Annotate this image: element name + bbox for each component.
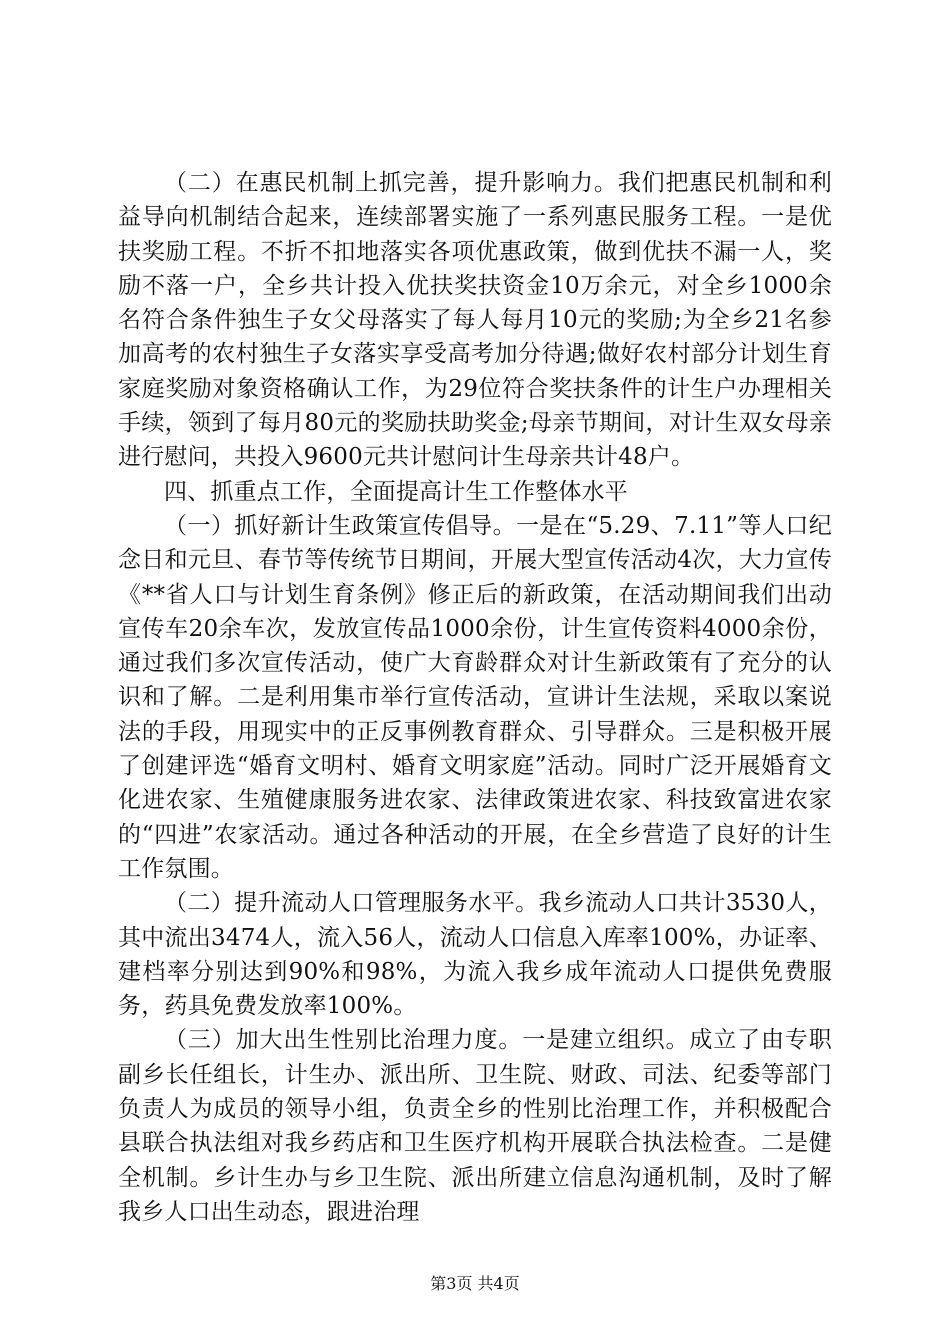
paragraph-policy-publicity: （一）抓好新计生政策宣传倡导。一是在“5.29、7.11”等人口纪念日和元旦、春节等传统节日期间，开展大型宣传活动4次，大力宣传《**省人口与计划生育条例》修正后的新政策，在活动期间我们出动宣传车20余车次，发放宣传品1000余份，计生宣传资料4000余份，通过我们多次宣传活动，使广大育龄群众对计生新政策有了充分的认识和了解。二是利用集市举行宣传活动，宣讲计生法规，采取以案说法的手段，用现实中的正反事例教育群众、引导群众。三是积极开展了创建评选“婚育文明村、婚育文明家庭”活动。同时广泛开展婚育文化进农家、生殖健康服务进农家、法律政策进农家、科技致富进农家的“四进”农家活动。通过各种活动的开展，在全乡营造了良好的计生工作氛围。	[118, 512, 832, 882]
page-number-footer: 第3页 共4页	[430, 1274, 520, 1293]
paragraph-huimin-mechanism: （二）在惠民机制上抓完善，提升影响力。我们把惠民机制和利益导向机制结合起来，连续部署实施了一系列惠民服务工程。一是优扶奖励工程。不折不扣地落实各项优惠政策，做到优扶不漏一人，奖励不落一户，全乡共计投入优扶奖扶资金10万余元，对全乡1000余名符合条件独生子女父母落实了每人每月10元的奖励;为全乡21名参加高考的农村独生子女落实享受高考加分待遇;做好农村部分计划生育家庭奖励对象资格确认工作，为29位符合奖扶条件的计生户办理相关手续，领到了每月80元的奖励扶助奖金;母亲节期间，对计生双女母亲进行慰问，共投入9600元共计慰问计生母亲共计48户。	[118, 170, 832, 471]
section-heading-key-work: 四、抓重点工作，全面提高计生工作整体水平	[164, 478, 628, 505]
paragraph-sex-ratio: （三）加大出生性别比治理力度。一是建立组织。成立了由专职副乡长任组长，计生办、派出所、卫生院、财政、司法、纪委等部门负责人为成员的领导小组，负责全乡的性别比治理工作，并积极配合县联合执法组对我乡药店和卫生医疗机构开展联合执法检查。二是健全机制。乡计生办与乡卫生院、派出所建立信息沟通机制，及时了解我乡人口出生动态，跟进治理	[118, 1027, 832, 1225]
document-body	[118, 166, 832, 1229]
paragraph-floating-population: （二）提升流动人口管理服务水平。我乡流动人口共计3530人，其中流出3474人，流入56人，流动人口信息入库率100%，办证率、建档率分别达到90%和98%，为流入我乡成年流动人口提供免费服务，药具免费发放率100%。	[118, 890, 832, 1020]
